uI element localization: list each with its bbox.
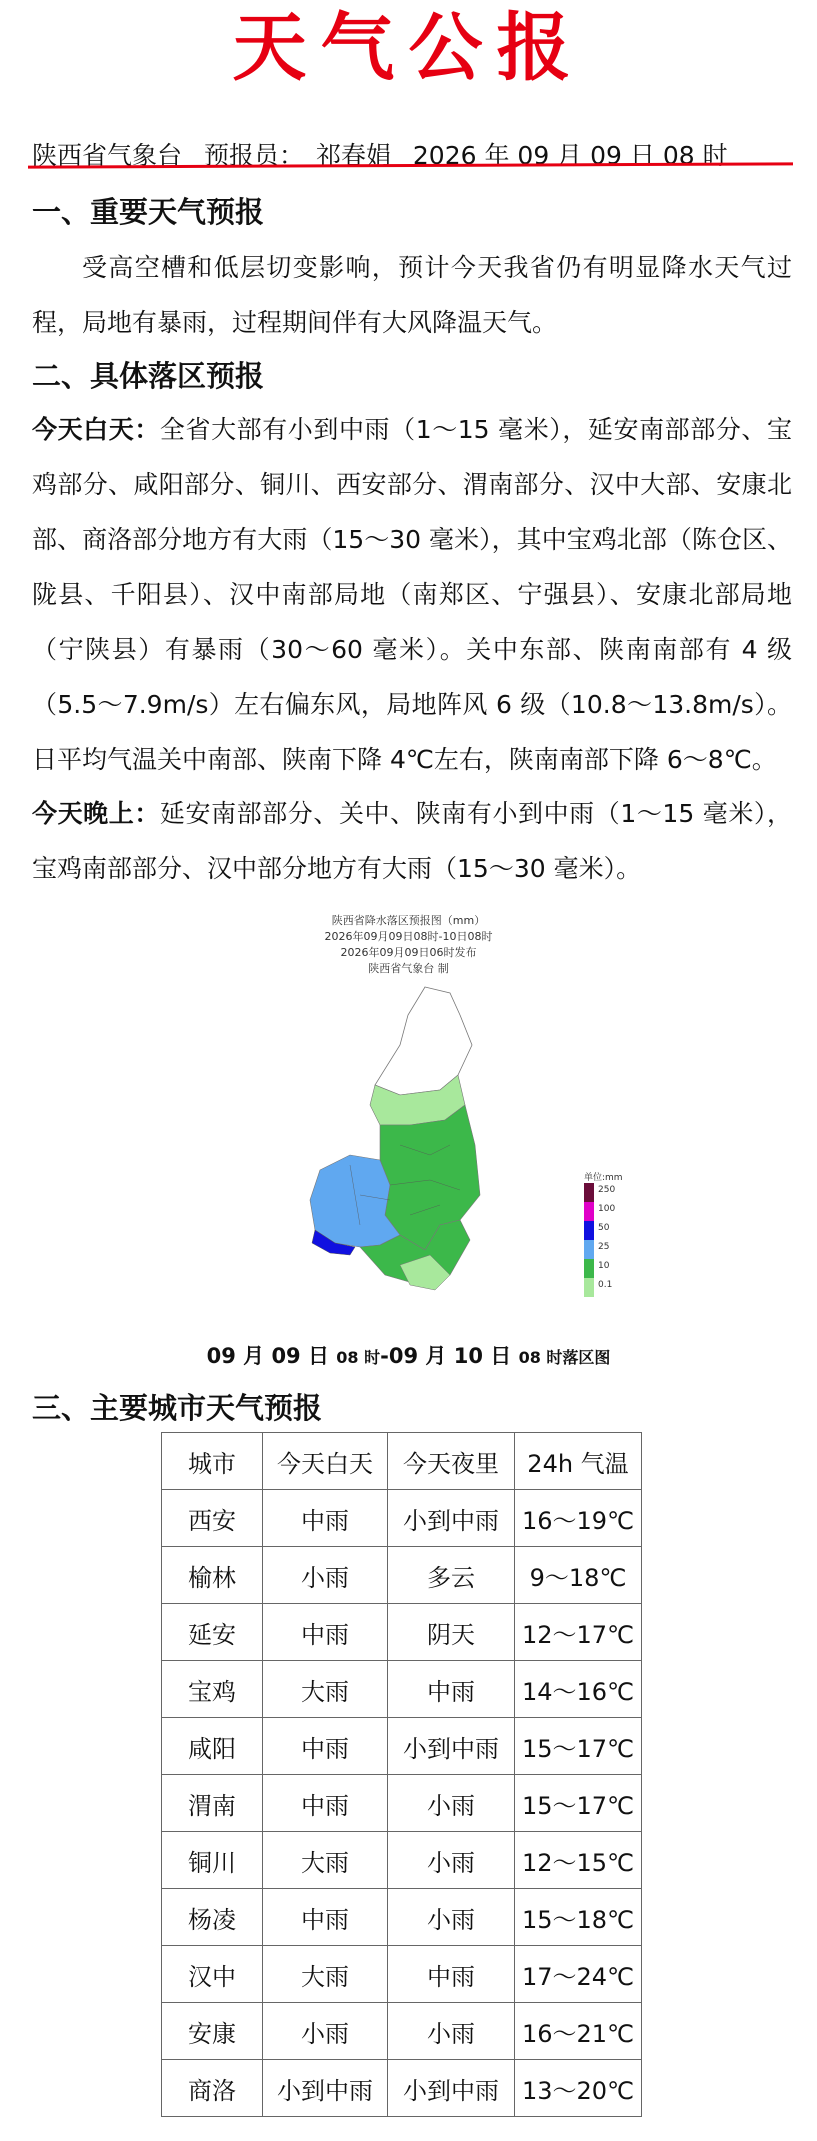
night-text: 延安南部部分、关中、陕南有小到中雨（1～15 毫米），宝鸡南部部分、汉中部分地方有大雨（15～30 毫米）。 [32, 799, 792, 883]
legend-item [584, 1278, 624, 1297]
figure-caption [0, 1340, 817, 1370]
city-cell: 榆林 [162, 1547, 263, 1604]
legend-swatch [584, 1259, 594, 1278]
legend-label: 50 [598, 1223, 610, 1233]
section3-heading: 三、主要城市天气预报 [32, 1391, 323, 1425]
map-legend [584, 1170, 624, 1297]
night-weather-cell: 小到中雨 [388, 2060, 515, 2117]
day-weather-cell: 中雨 [263, 1718, 388, 1775]
city-cell: 杨凌 [162, 1889, 263, 1946]
night-label: 今天晚上： [32, 799, 160, 828]
bulletin-title: 天气公报 [232, 5, 585, 91]
city-cell: 汉中 [162, 1946, 263, 2003]
day-weather-cell: 中雨 [263, 1490, 388, 1547]
temperature-cell: 15～17℃ [515, 1718, 642, 1775]
city-cell: 渭南 [162, 1775, 263, 1832]
night-weather-cell: 小到中雨 [388, 1490, 515, 1547]
legend-item [584, 1183, 624, 1202]
table-header-row [162, 1433, 642, 1490]
table-row [162, 1889, 642, 1946]
city-cell: 宝鸡 [162, 1661, 263, 1718]
night-forecast [32, 786, 792, 896]
night-weather-cell: 小雨 [388, 1889, 515, 1946]
forecaster-name: 祁春娟 [315, 141, 391, 170]
legend-label: 10 [598, 1261, 610, 1271]
temperature-cell: 9～18℃ [515, 1547, 642, 1604]
table-row [162, 2060, 642, 2117]
map-caption-period: 2026年09月09日08时-10日08时 [324, 930, 493, 943]
legend-label: 25 [598, 1242, 610, 1252]
legend-swatch [584, 1221, 594, 1240]
column-header: 24h 气温 [515, 1433, 642, 1490]
table-row [162, 2003, 642, 2060]
map-caption-maker: 陕西省气象台 制 [368, 962, 449, 975]
legend-swatch [584, 1202, 594, 1221]
figure-caption-start: 09 月 09 日 [206, 1344, 329, 1368]
city-forecast-table [161, 1432, 642, 2117]
precipitation-map [300, 985, 600, 1305]
city-cell: 西安 [162, 1490, 263, 1547]
night-weather-cell: 小雨 [388, 1775, 515, 1832]
legend-swatch [584, 1240, 594, 1259]
legend-label: 250 [598, 1185, 616, 1195]
forecaster-label: 预报员： [203, 141, 304, 170]
night-weather-cell: 中雨 [388, 1661, 515, 1718]
day-weather-cell: 大雨 [263, 1832, 388, 1889]
legend-title: 单位:mm [584, 1173, 623, 1183]
agency-name: 陕西省气象台 [32, 141, 183, 170]
table-row [162, 1775, 642, 1832]
section1-heading: 一、重要天气预报 [32, 195, 265, 229]
column-header: 今天白天 [263, 1433, 388, 1490]
figure-caption-end-hour: 08 时落区图 [518, 1348, 611, 1367]
day-label: 今天白天： [32, 415, 160, 444]
night-weather-cell: 小雨 [388, 1832, 515, 1889]
map-caption-issued: 2026年09月09日06时发布 [340, 946, 477, 959]
temperature-cell: 13～20℃ [515, 2060, 642, 2117]
legend-item [584, 1202, 624, 1221]
city-cell: 铜川 [162, 1832, 263, 1889]
temperature-cell: 15～17℃ [515, 1775, 642, 1832]
legend-label: 100 [598, 1204, 616, 1214]
day-weather-cell: 中雨 [263, 1604, 388, 1661]
temperature-cell: 17～24℃ [515, 1946, 642, 2003]
legend-item [584, 1259, 624, 1278]
night-weather-cell: 小到中雨 [388, 1718, 515, 1775]
night-weather-cell: 多云 [388, 1547, 515, 1604]
temperature-cell: 15～18℃ [515, 1889, 642, 1946]
map-caption [0, 913, 817, 977]
table-row [162, 1547, 642, 1604]
day-weather-cell: 中雨 [263, 1889, 388, 1946]
figure-caption-end: -09 月 10 日 [380, 1344, 512, 1368]
column-header: 今天夜里 [388, 1433, 515, 1490]
map-caption-title: 陕西省降水落区预报图（mm） [331, 914, 486, 927]
table-row [162, 1661, 642, 1718]
day-weather-cell: 大雨 [263, 1661, 388, 1718]
temperature-cell: 12～15℃ [515, 1832, 642, 1889]
figure-caption-start-hour: 08 时 [336, 1348, 381, 1367]
night-weather-cell: 小雨 [388, 2003, 515, 2060]
table-row [162, 1490, 642, 1547]
legend-item [584, 1221, 624, 1240]
city-cell: 安康 [162, 2003, 263, 2060]
issue-time: 2026 年 09 月 09 日 08 时 [412, 141, 728, 170]
section2-heading: 二、具体落区预报 [32, 359, 265, 393]
legend-swatch [584, 1183, 594, 1202]
day-weather-cell: 大雨 [263, 1946, 388, 2003]
temperature-cell: 14～16℃ [515, 1661, 642, 1718]
legend-item [584, 1240, 624, 1259]
column-header: 城市 [162, 1433, 263, 1490]
table-row [162, 1832, 642, 1889]
city-cell: 咸阳 [162, 1718, 263, 1775]
day-weather-cell: 小雨 [263, 2003, 388, 2060]
day-forecast [32, 402, 792, 787]
day-text: 全省大部有小到中雨（1～15 毫米），延安南部部分、宝鸡部分、咸阳部分、铜川、西安部分、渭南部分、汉中大部、安康北部、商洛部分地方有大雨（15～30 毫米），其中宝鸡北部（陈仓区、陇县、千阳县）、汉中南部局地（南郑区、宁强县）、安康北部局地（宁陕县）有暴雨（30～60 毫米）。关中东部、陕南南部有 4 级（5.5～7.9m/s）左右偏东风，局地阵风 6 级（10.8～13.8m/s）。日平均气温关中南部、陕南下降 4℃左右，陕南南部下降 6～8℃。 [32, 415, 792, 774]
temperature-cell: 16～19℃ [515, 1490, 642, 1547]
day-weather-cell: 小雨 [263, 1547, 388, 1604]
table-row [162, 1718, 642, 1775]
day-weather-cell: 小到中雨 [263, 2060, 388, 2117]
temperature-cell: 12～17℃ [515, 1604, 642, 1661]
legend-label: 0.1 [598, 1280, 613, 1290]
table-row [162, 1604, 642, 1661]
city-cell: 延安 [162, 1604, 263, 1661]
night-weather-cell: 阴天 [388, 1604, 515, 1661]
legend-swatch [584, 1278, 594, 1297]
temperature-cell: 16～21℃ [515, 2003, 642, 2060]
table-row [162, 1946, 642, 2003]
city-cell: 商洛 [162, 2060, 263, 2117]
night-weather-cell: 中雨 [388, 1946, 515, 2003]
day-weather-cell: 中雨 [263, 1775, 388, 1832]
section1-text: 受高空槽和低层切变影响，预计今天我省仍有明显降水天气过程，局地有暴雨，过程期间伴有大风降温天气。 [32, 253, 792, 337]
